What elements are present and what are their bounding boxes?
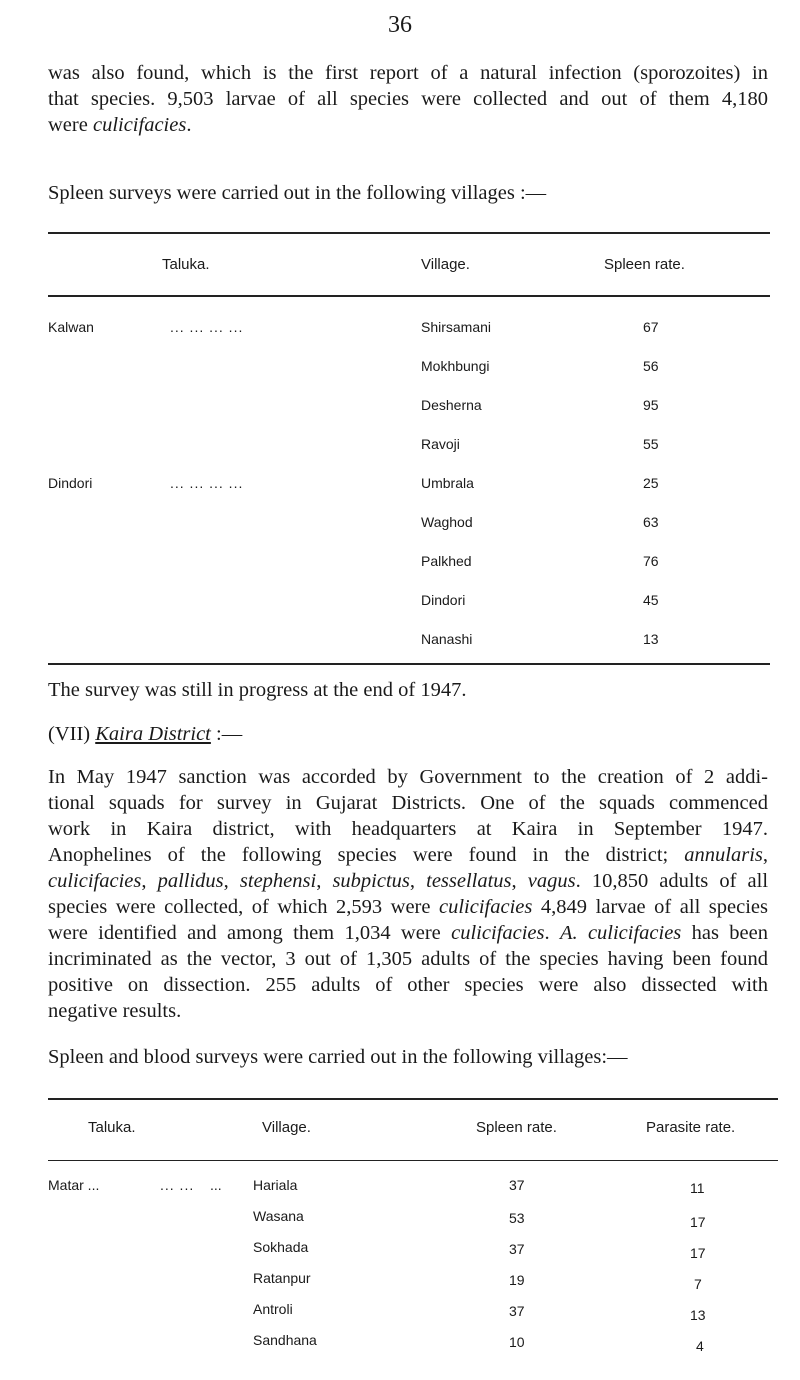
- parasite-rate: 17: [690, 1214, 706, 1230]
- spleen-intro-2: Spleen and blood surveys were carried out in the following villages:—: [48, 1046, 628, 1068]
- village-name: Ravoji: [421, 436, 460, 452]
- spleen-rate: 56: [643, 358, 659, 374]
- table2-top-rule: [48, 1098, 778, 1100]
- spleen-rate: 37: [509, 1177, 525, 1193]
- section-heading-prefix: (VII): [48, 723, 96, 745]
- parasite-rate: 7: [694, 1276, 702, 1292]
- village-name: Waghod: [421, 514, 473, 530]
- intro-paragraph: [48, 60, 768, 138]
- village-name: Dindori: [421, 592, 466, 608]
- section-heading-suffix: :—: [210, 723, 243, 745]
- kaira-paragraph: [48, 764, 768, 1024]
- parasite-rate: 11: [690, 1180, 705, 1196]
- spleen-intro-1: Spleen surveys were carried out in the following villages :—: [48, 182, 547, 204]
- kaira-line: culicifacies, pallidus, stephensi, subpictus, tessellatus, vagus. 10,850 adults of all: [48, 870, 769, 892]
- table2-header-village: Village.: [262, 1119, 311, 1136]
- spleen-rate: 10: [509, 1334, 525, 1350]
- table1-header-village: Village.: [421, 256, 470, 273]
- table2-header-rule: [48, 1160, 778, 1161]
- table2-header-parasite: Parasite rate.: [646, 1119, 736, 1136]
- intro-line-last: [48, 112, 768, 138]
- table2-header-spleen: Spleen rate.: [476, 1119, 557, 1136]
- spleen-rate: 37: [509, 1241, 525, 1257]
- spleen-rate: 37: [509, 1303, 525, 1319]
- village-name: Mokhbungi: [421, 358, 490, 374]
- village-name: Nanashi: [421, 631, 473, 647]
- village-name: Ratanpur: [253, 1270, 311, 1286]
- taluka-name: Kalwan: [48, 319, 94, 335]
- spleen-rate: 45: [643, 592, 659, 608]
- table1-bottom-rule: [48, 663, 770, 665]
- section-heading: [48, 721, 242, 747]
- village-name: Antroli: [253, 1301, 293, 1317]
- village-name: Shirsamani: [421, 319, 492, 335]
- spleen-rate: 63: [643, 514, 659, 530]
- row-dots: ...: [210, 1177, 222, 1193]
- taluka-leader-dots: ... ...: [160, 1177, 195, 1193]
- parasite-rate: 13: [690, 1307, 706, 1323]
- kaira-line: negative results.: [48, 1000, 182, 1022]
- parasite-rate: 4: [696, 1338, 704, 1354]
- section-heading-title: Kaira District: [95, 723, 211, 745]
- survey-note: The survey was still in progress at the end of 1947.: [48, 679, 467, 701]
- village-name: Palkhed: [421, 553, 472, 569]
- spleen-rate: 25: [643, 475, 659, 491]
- village-name: Wasana: [253, 1208, 304, 1224]
- kaira-line: work in Kaira district, with headquarters at Kaira in September 1947.: [48, 818, 768, 840]
- table1-header-taluka: Taluka.: [162, 256, 210, 273]
- kaira-line: In May 1947 sanction was accorded by Government to the creation of 2 addi-: [48, 766, 768, 788]
- spleen-rate: 76: [643, 553, 659, 569]
- spleen-rate: 53: [509, 1210, 525, 1226]
- spleen-rate: 55: [643, 436, 659, 452]
- kaira-line: species were collected, of which 2,593 were culicifacies 4,849 larvae of all species: [48, 896, 769, 918]
- table1-header-rate: Spleen rate.: [604, 256, 685, 273]
- kaira-line: Anophelines of the following species were found in the district; annularis,: [48, 844, 768, 866]
- kaira-line: tional squads for survey in Gujarat Districts. One of the squads commenced: [48, 792, 768, 814]
- table2-header-taluka: Taluka.: [88, 1119, 136, 1136]
- table1-top-rule: [48, 232, 770, 234]
- intro-line: that species. 9,503 larvae of all species were collected and out of them 4,180: [48, 88, 768, 110]
- taluka-leader-dots: ... ... ... ...: [170, 319, 244, 335]
- parasite-rate: 17: [690, 1245, 706, 1261]
- village-name: Sandhana: [253, 1332, 317, 1348]
- intro-line: was also found, which is the first report of a natural infection (sporozoites) in: [48, 62, 768, 84]
- village-name: Hariala: [253, 1177, 298, 1193]
- spleen-rate: 13: [643, 631, 659, 647]
- intro-line-3: were culicifacies.: [48, 114, 192, 136]
- village-name: Sokhada: [253, 1239, 309, 1255]
- taluka-name: Dindori: [48, 475, 93, 491]
- spleen-rate: 95: [643, 397, 659, 413]
- kaira-line: incriminated as the vector, 3 out of 1,305 adults of the species having been found: [48, 948, 768, 970]
- spleen-rate: 19: [509, 1272, 525, 1288]
- spleen-rate: 67: [643, 319, 659, 335]
- taluka-leader-dots: ... ... ... ...: [170, 475, 244, 491]
- page-number: 36: [388, 12, 412, 38]
- village-name: Desherna: [421, 397, 482, 413]
- kaira-line: were identified and among them 1,034 were culicifacies. A. culicifacies has been: [48, 922, 769, 944]
- kaira-line: positive on dissection. 255 adults of other species were also dissected with: [48, 974, 768, 996]
- table1-header-rule: [48, 295, 770, 297]
- taluka-name: Matar ...: [48, 1177, 100, 1193]
- village-name: Umbrala: [421, 475, 474, 491]
